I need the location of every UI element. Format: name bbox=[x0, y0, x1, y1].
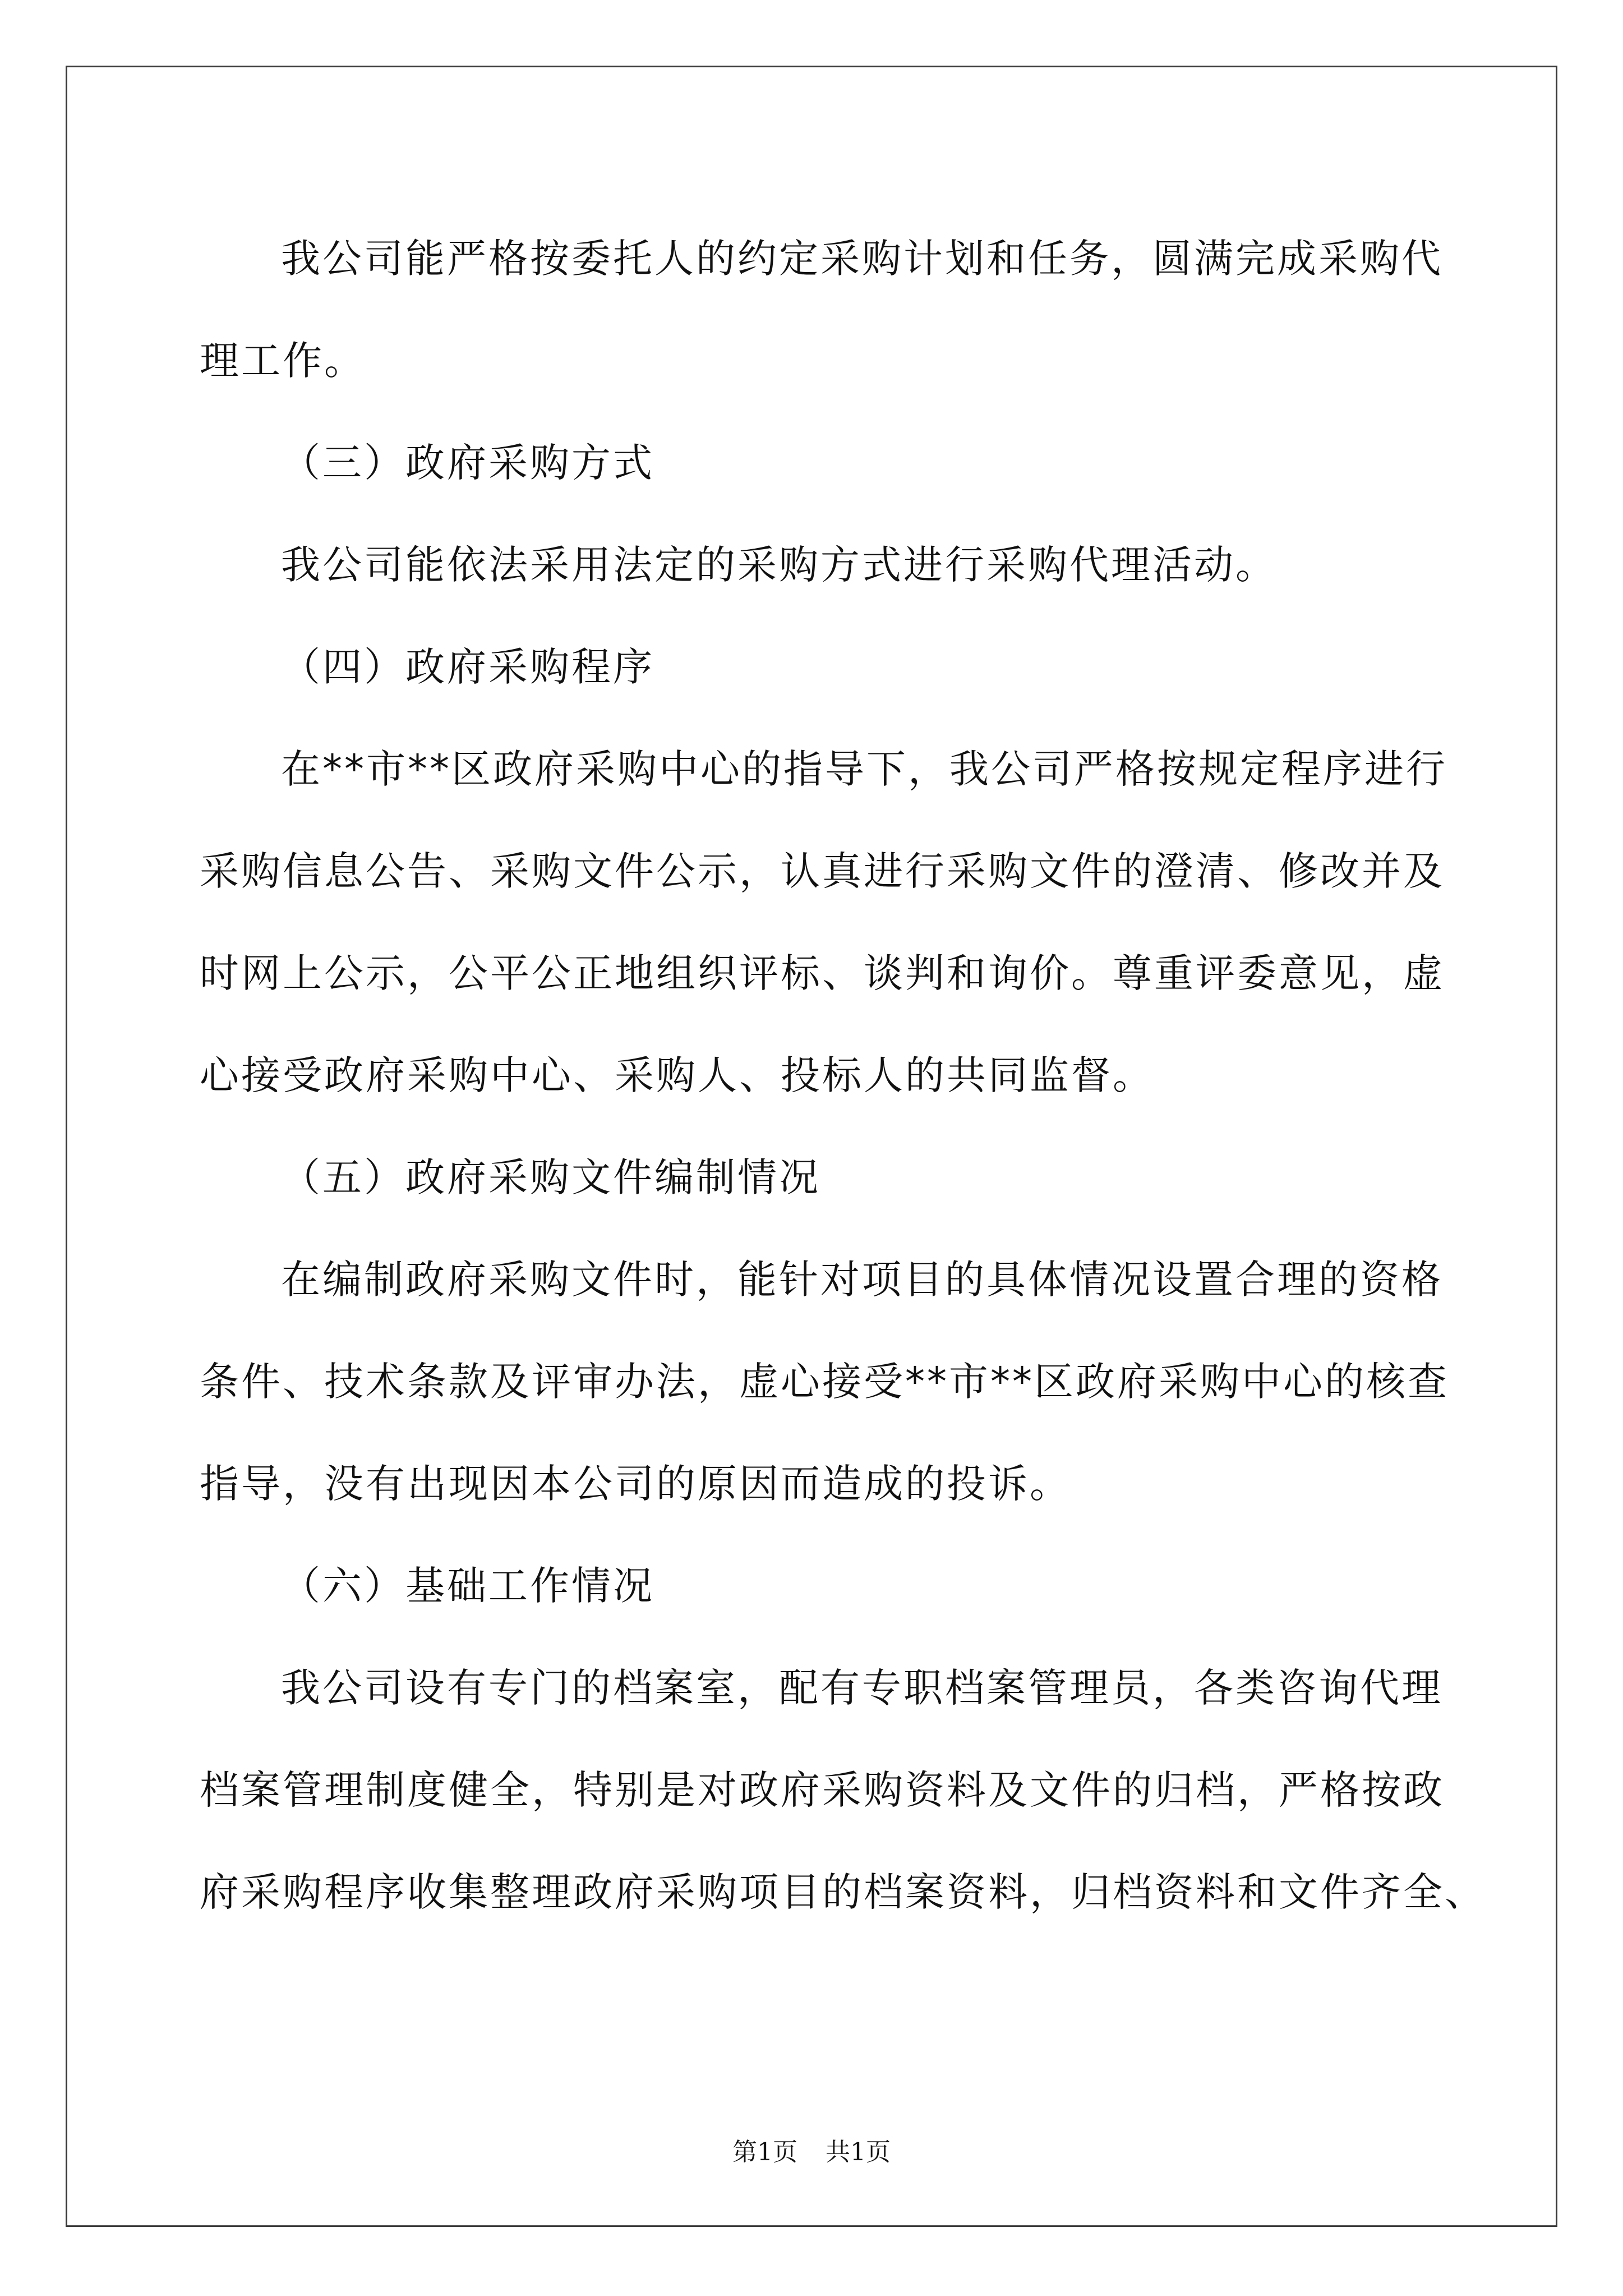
paragraph-line: 心接受政府采购中心、采购人、投标人的共同监督。 bbox=[200, 1052, 1154, 1098]
page-footer bbox=[0, 2132, 1623, 2168]
page-total: 共1页 bbox=[826, 2138, 891, 2166]
paragraph-line: 我公司能依法采用法定的采购方式进行采购代理活动。 bbox=[281, 542, 1277, 588]
paragraph-line: （五）政府采购文件编制情况 bbox=[281, 1154, 820, 1200]
paragraph-line: 府采购程序收集整理政府采购项目的档案资料，归档资料和文件齐全、 bbox=[200, 1869, 1486, 1915]
paragraph-line: 时网上公示，公平公正地组织评标、谈判和询价。尊重评委意见，虚 bbox=[200, 950, 1445, 996]
document-body bbox=[200, 208, 1486, 1943]
paragraph-line: 在编制政府采购文件时，能针对项目的具体情况设置合理的资格 bbox=[281, 1257, 1443, 1303]
paragraph-line: （三）政府采购方式 bbox=[281, 440, 654, 486]
paragraph-line: （六）基础工作情况 bbox=[281, 1563, 654, 1609]
paragraph-line: 指导，没有出现因本公司的原因而造成的投诉。 bbox=[200, 1461, 1071, 1507]
paragraph-line: 档案管理制度健全，特别是对政府采购资料及文件的归档，严格按政 bbox=[200, 1767, 1445, 1813]
paragraph-line: 在**市**区政府采购中心的指导下，我公司严格按规定程序进行 bbox=[281, 746, 1447, 792]
paragraph-line: 理工作。 bbox=[200, 338, 366, 384]
paragraph-line: 采购信息公告、采购文件公示，认真进行采购文件的澄清、修改并及 bbox=[200, 848, 1445, 894]
paragraph-line: 条件、技术条款及评审办法，虚心接受**市**区政府采购中心的核查 bbox=[200, 1359, 1449, 1405]
page-number: 第1页 bbox=[732, 2138, 797, 2166]
paragraph-line: 我公司能严格按委托人的约定采购计划和任务，圆满完成采购代 bbox=[281, 236, 1443, 282]
paragraph-line: （四）政府采购程序 bbox=[281, 644, 654, 690]
paragraph-line: 我公司设有专门的档案室，配有专职档案管理员，各类咨询代理 bbox=[281, 1665, 1443, 1711]
